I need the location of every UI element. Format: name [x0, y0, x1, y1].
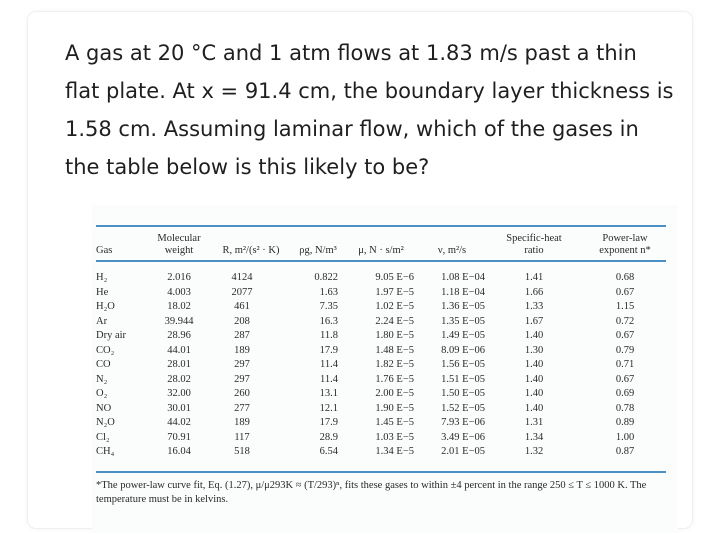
cell-gas: CO [96, 359, 111, 370]
table-body [92, 271, 678, 460]
cell-kinematic-viscosity: 1.52 E−05 [441, 402, 485, 414]
cell-power-law-exponent: 0.67 [615, 330, 635, 341]
cell-power-law-exponent: 0.72 [615, 315, 635, 327]
cell-power-law-exponent: 0.78 [615, 402, 635, 414]
table-row [92, 271, 678, 286]
cell-gas-constant: 461 [234, 301, 250, 312]
table-top-rule [96, 225, 666, 227]
cell-specific-weight: 7.35 [319, 301, 338, 312]
table-row [92, 344, 678, 359]
cell-power-law-exponent: 1.15 [615, 301, 635, 312]
cell-gas-constant: 297 [234, 359, 250, 370]
header-kinematic-viscosity: ν, m²/s [437, 245, 467, 256]
cell-molecular-weight: 44.02 [167, 417, 191, 428]
cell-kinematic-viscosity: 3.49 E−06 [441, 431, 485, 443]
table-row [92, 358, 678, 373]
cell-molecular-weight: 30.01 [167, 402, 191, 414]
cell-kinematic-viscosity: 1.36 E−05 [441, 301, 485, 312]
cell-kinematic-viscosity: 1.08 E−04 [441, 272, 485, 283]
cell-viscosity: 1.48 E−5 [375, 344, 414, 356]
table-row [92, 329, 678, 344]
header-specific-heat-line2: ratio [524, 245, 544, 256]
cell-power-law-exponent: 0.67 [615, 373, 635, 385]
table-header-rule [96, 260, 666, 262]
cell-specific-weight: 1.63 [319, 286, 338, 298]
cell-kinematic-viscosity: 8.09 E−06 [441, 344, 485, 356]
cell-molecular-weight: 32.00 [167, 388, 191, 399]
question-card [28, 12, 692, 528]
header-gas-constant: R, m²/(s² · K) [222, 245, 280, 256]
table-row [92, 402, 678, 417]
cell-gas: Ar [96, 315, 108, 327]
header-specific-heat-line1: Specific-heat [506, 233, 562, 244]
cell-specific-heat-ratio: 1.30 [524, 344, 544, 356]
cell-viscosity: 1.90 E−5 [375, 402, 414, 414]
cell-kinematic-viscosity: 2.01 E−05 [441, 446, 485, 457]
table-row [92, 286, 678, 301]
cell-viscosity: 2.00 E−5 [375, 388, 414, 399]
cell-molecular-weight: 4.003 [167, 286, 191, 298]
table-footnote: *The power-law curve fit, Eq. (1.27), μ/μ293K ≈ (T/293)ⁿ, fits these gases to within ±4 percent in the range 250 ≤ T ≤ 1000 K. The temperature must be in kelvins. [96, 480, 647, 505]
cell-gas: He [96, 286, 109, 298]
cell-gas: CH₄ [96, 446, 115, 457]
header-power-law-line1: Power-law [602, 233, 648, 244]
cell-molecular-weight: 39.944 [164, 315, 194, 327]
cell-gas-constant: 117 [234, 431, 250, 443]
cell-viscosity: 9.05 E−6 [375, 272, 414, 283]
cell-molecular-weight: 70.91 [167, 431, 191, 443]
cell-specific-heat-ratio: 1.33 [524, 301, 544, 312]
cell-gas-constant: 287 [234, 330, 250, 341]
header-specific-weight: ρg, N/m³ [299, 245, 337, 256]
header-viscosity: μ, N · s/m² [358, 245, 404, 256]
cell-gas-constant: 189 [234, 344, 250, 356]
cell-gas-constant: 277 [234, 402, 250, 414]
cell-molecular-weight: 44.01 [167, 344, 191, 356]
cell-power-law-exponent: 0.69 [615, 388, 635, 399]
cell-specific-heat-ratio: 1.40 [524, 330, 544, 341]
cell-power-law-exponent: 0.87 [615, 446, 635, 457]
cell-gas-constant: 189 [234, 417, 250, 428]
cell-specific-weight: 13.1 [319, 388, 338, 399]
header-molecular-weight-line1: Molecular [157, 233, 201, 244]
cell-molecular-weight: 28.96 [167, 330, 191, 341]
cell-kinematic-viscosity: 1.56 E−05 [441, 359, 485, 370]
cell-specific-heat-ratio: 1.67 [524, 315, 544, 327]
cell-specific-heat-ratio: 1.31 [524, 417, 544, 428]
header-specific-heat-ratio [500, 233, 568, 257]
cell-specific-heat-ratio: 1.34 [524, 431, 544, 443]
table-row [92, 387, 678, 402]
cell-specific-heat-ratio: 1.40 [524, 373, 544, 385]
table-row [92, 431, 678, 446]
cell-specific-weight: 11.4 [320, 359, 338, 370]
cell-kinematic-viscosity: 7.93 E−06 [441, 417, 485, 428]
cell-gas-constant: 4124 [231, 272, 253, 283]
cell-gas: CO₂ [96, 344, 115, 356]
table-row [92, 315, 678, 330]
table-row [92, 300, 678, 315]
cell-gas-constant: 518 [234, 446, 250, 457]
cell-specific-weight: 17.9 [319, 417, 338, 428]
cell-viscosity: 2.24 E−5 [375, 315, 414, 327]
cell-power-law-exponent: 0.89 [615, 417, 635, 428]
cell-gas: N₂O [96, 417, 115, 428]
cell-specific-heat-ratio: 1.41 [524, 272, 544, 283]
gas-properties-table [92, 205, 678, 533]
cell-kinematic-viscosity: 1.35 E−05 [441, 315, 485, 327]
cell-kinematic-viscosity: 1.51 E−05 [441, 373, 485, 385]
cell-gas: Dry air [96, 330, 127, 341]
cell-viscosity: 1.82 E−5 [375, 359, 414, 370]
cell-viscosity: 1.80 E−5 [375, 330, 414, 341]
cell-gas-constant: 260 [234, 388, 250, 399]
cell-specific-weight: 17.9 [319, 344, 338, 356]
header-molecular-weight [152, 233, 206, 257]
cell-molecular-weight: 18.02 [167, 301, 191, 312]
cell-specific-weight: 16.3 [319, 315, 338, 327]
cell-molecular-weight: 28.01 [167, 359, 191, 370]
cell-specific-heat-ratio: 1.40 [524, 388, 544, 399]
cell-viscosity: 1.97 E−5 [375, 286, 414, 298]
cell-specific-weight: 11.8 [320, 330, 338, 341]
cell-specific-weight: 6.54 [319, 446, 338, 457]
cell-specific-heat-ratio: 1.66 [524, 286, 544, 298]
cell-specific-heat-ratio: 1.40 [524, 402, 544, 414]
cell-specific-weight: 28.9 [319, 431, 338, 443]
cell-gas: O₂ [96, 388, 108, 399]
table-row [92, 373, 678, 388]
cell-viscosity: 1.03 E−5 [375, 431, 414, 443]
cell-gas: N₂ [96, 373, 108, 385]
cell-gas-constant: 2077 [231, 286, 253, 298]
table-row [92, 445, 678, 460]
cell-kinematic-viscosity: 1.49 E−05 [441, 330, 485, 341]
cell-viscosity: 1.45 E−5 [375, 417, 414, 428]
cell-gas: H₂ [96, 272, 108, 283]
cell-gas: H₂O [96, 301, 115, 312]
cell-viscosity: 1.76 E−5 [375, 373, 414, 385]
cell-viscosity: 1.34 E−5 [375, 446, 414, 457]
cell-power-law-exponent: 0.67 [615, 286, 635, 298]
header-gas: Gas [96, 245, 113, 256]
cell-specific-heat-ratio: 1.40 [524, 359, 544, 370]
cell-power-law-exponent: 0.68 [615, 272, 635, 283]
cell-kinematic-viscosity: 1.18 E−04 [441, 286, 485, 298]
question-text: A gas at 20 °C and 1 atm flows at 1.83 m/s past a thin flat plate. At x = 91.4 cm, the boundary layer thickness is 1.58 cm. Assuming laminar flow, which of the gases in the table below is this likely to be? [65, 41, 674, 179]
cell-specific-weight: 0.822 [314, 272, 338, 283]
header-molecular-weight-line2: weight [164, 245, 194, 256]
cell-specific-weight: 11.4 [320, 373, 338, 385]
cell-specific-heat-ratio: 1.32 [524, 446, 544, 457]
cell-gas-constant: 297 [234, 373, 250, 385]
header-power-law-line2: exponent n* [599, 245, 651, 256]
cell-power-law-exponent: 0.71 [615, 359, 635, 370]
cell-gas: Cl₂ [96, 431, 110, 443]
cell-power-law-exponent: 0.79 [615, 344, 635, 356]
table-row [92, 416, 678, 431]
cell-gas-constant: 208 [234, 315, 250, 327]
cell-viscosity: 1.02 E−5 [375, 301, 414, 312]
header-power-law-exponent [590, 233, 660, 257]
cell-molecular-weight: 16.04 [167, 446, 191, 457]
table-bottom-rule [96, 471, 666, 473]
cell-molecular-weight: 28.02 [167, 373, 191, 385]
cell-kinematic-viscosity: 1.50 E−05 [441, 388, 485, 399]
cell-specific-weight: 12.1 [319, 402, 338, 414]
cell-gas: NO [96, 402, 112, 414]
cell-molecular-weight: 2.016 [167, 272, 191, 283]
cell-power-law-exponent: 1.00 [615, 431, 635, 443]
